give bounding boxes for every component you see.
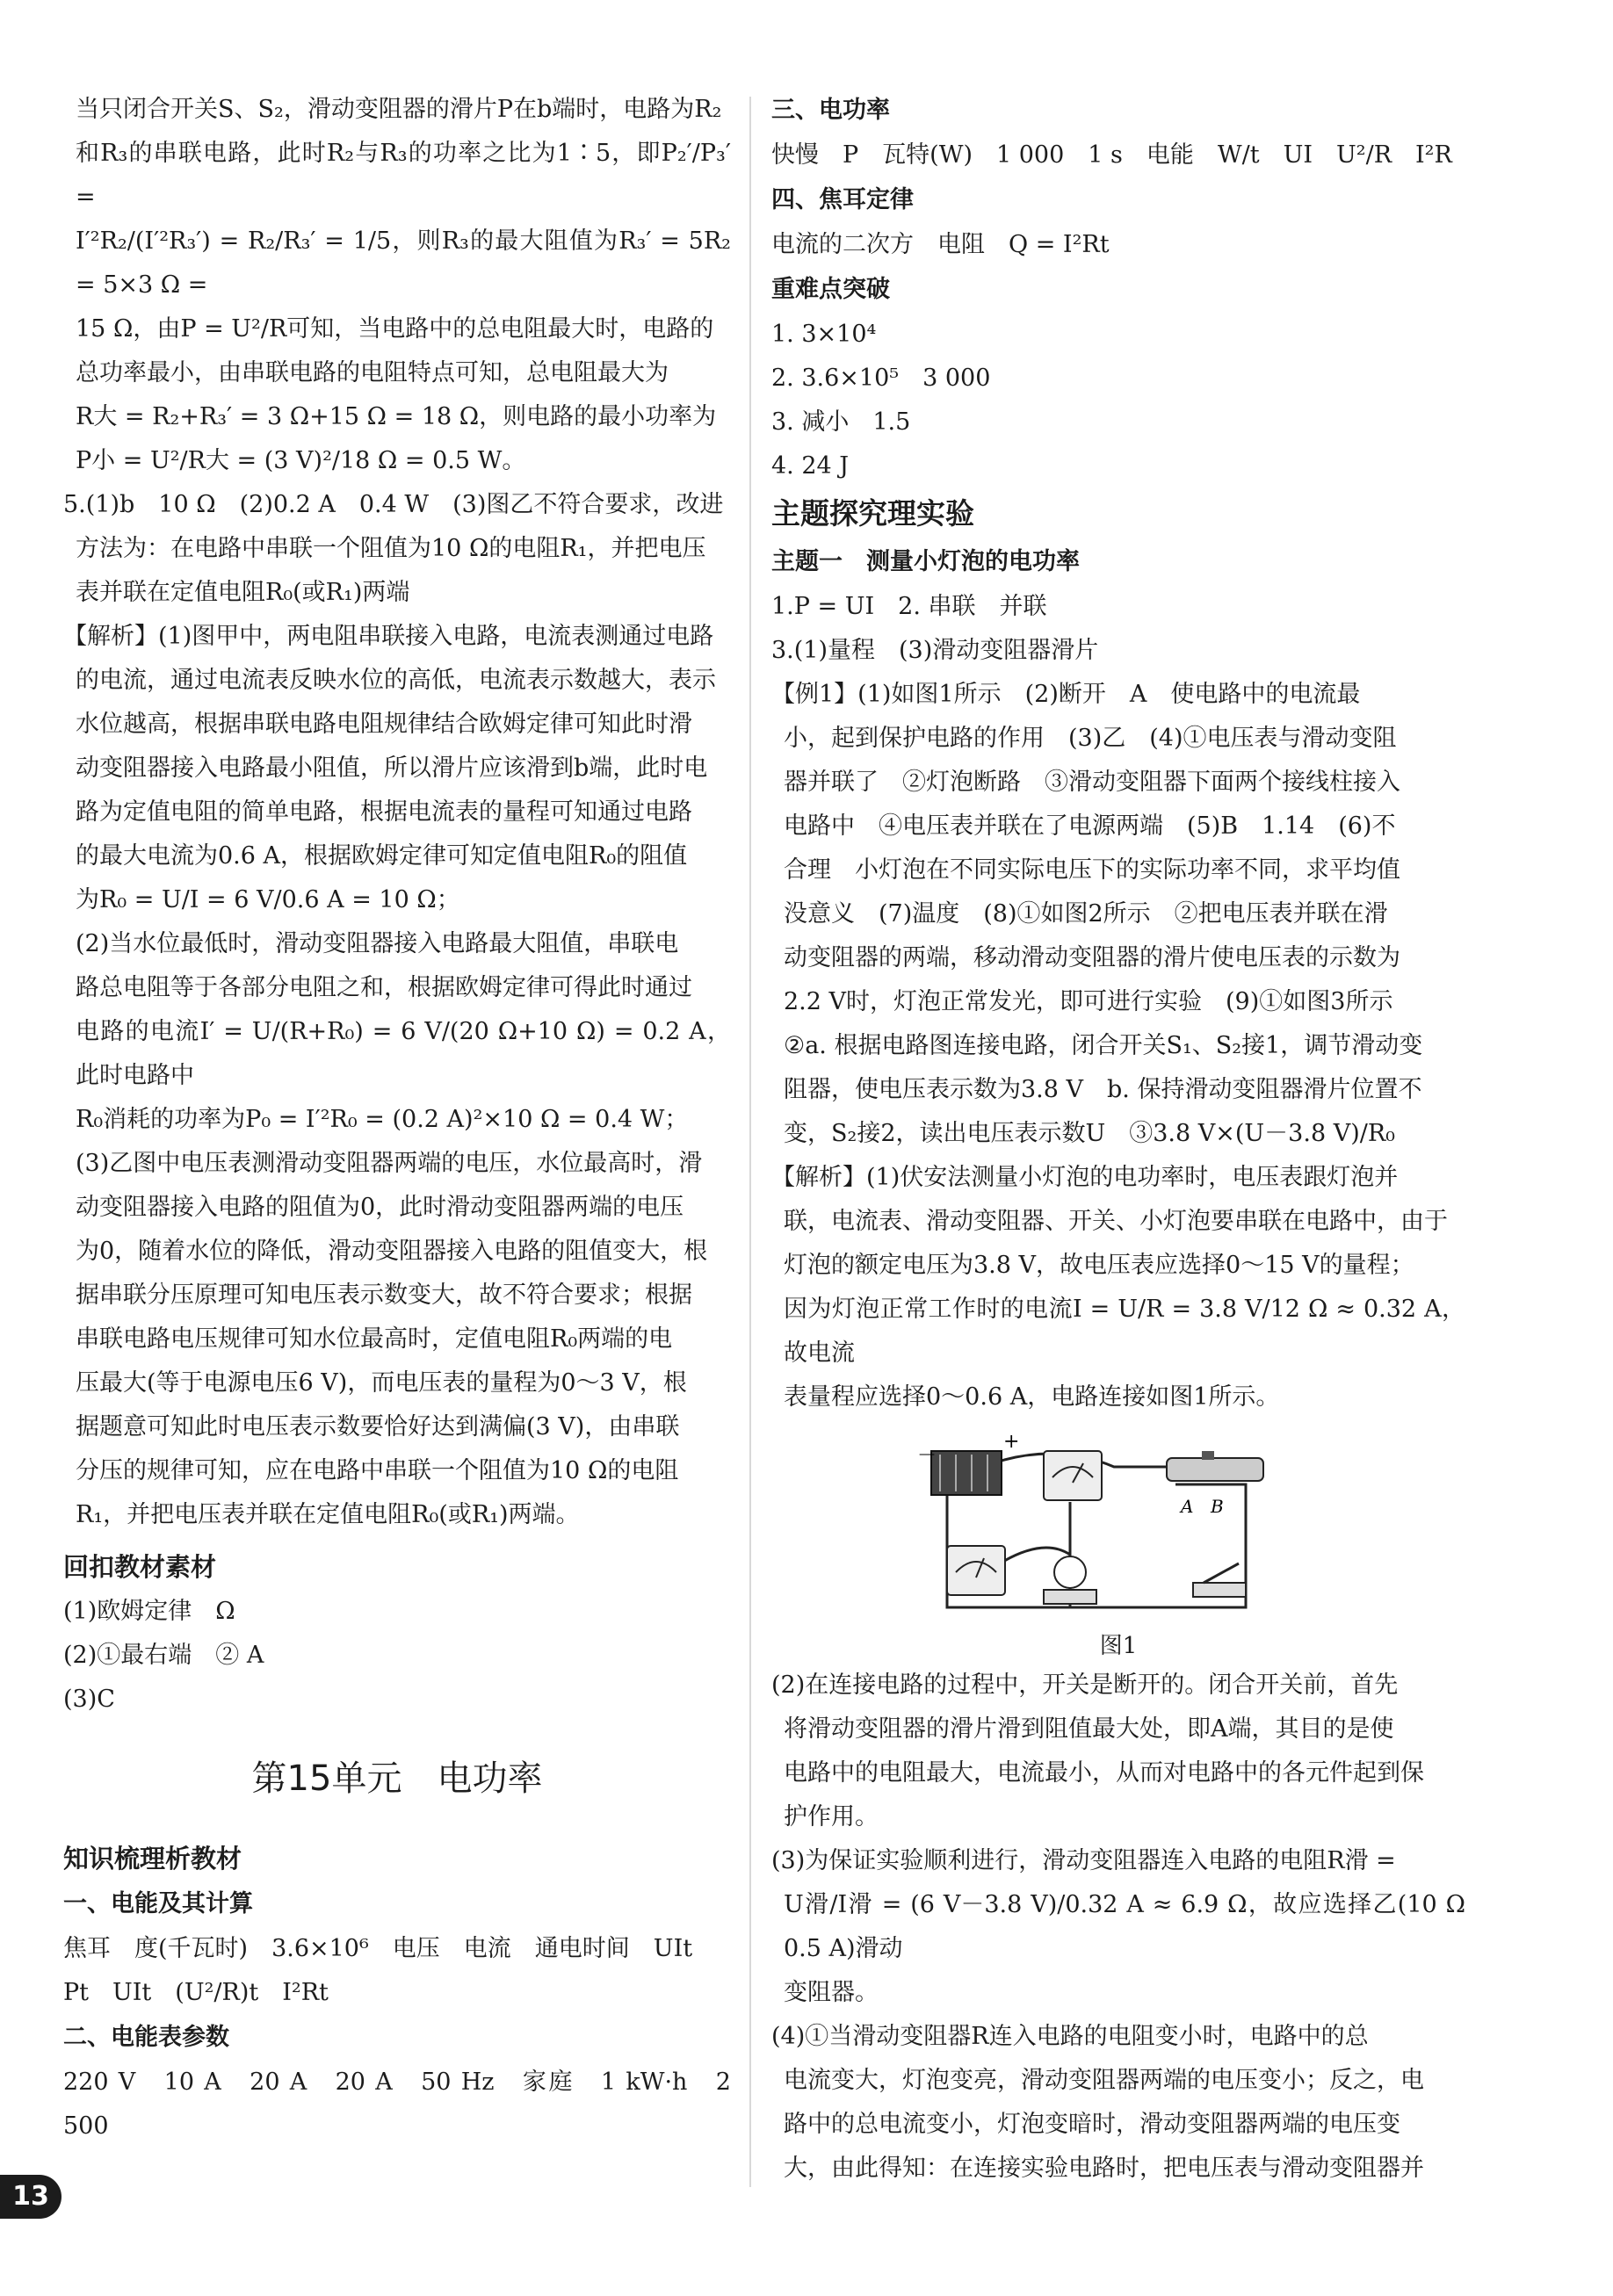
text-line: I′²R₂/(I′²R₃′) = R₂/R₃′ = 1/5，则R₃的最大阻值为R₃′ = 5R₂ = 5×3 Ω = (76, 227, 731, 299)
text-line: 因为灯泡正常工作时的电流I = U/R = 3.8 V/12 Ω ≈ 0.32 A，故电流 (784, 1296, 1465, 1367)
unit-title: 第15单元 电功率 (251, 1758, 543, 1799)
text-line: R₀消耗的功率为P₀ = I′²R₀ = (0.2 A)²×10 Ω = 0.4 W； (76, 1106, 689, 1133)
bulb-icon (1054, 1556, 1086, 1588)
text-line: 大，由此得知：在连接实验电路时，把电压表与滑动变阻器并 (784, 2155, 1424, 2182)
text-line: 表并联在定值电阻R₀(或R₁)两端 (76, 579, 410, 606)
text-line: 和R₃的串联电路，此时R₂与R₃的功率之比为1∶5，即P₂′/P₃′ = (76, 140, 731, 211)
answer-line: 1. 3×10⁴ (771, 321, 877, 348)
text-line: 电路中 ④电压表并联在了电源两端 (5)B 1.14 (6)不 (784, 812, 1396, 840)
text-line: R大 = R₂+R₃′ = 3 Ω+15 Ω = 18 Ω，则电路的最小功率为 (76, 403, 717, 430)
column-divider (749, 97, 751, 2187)
text-line: 电路的电流I′ = U/(R+R₀) = 6 V/(20 Ω+10 Ω) = 0.2 A，此时电路中 (76, 1018, 731, 1089)
minus-label: － (917, 1445, 937, 1467)
text-line: 将滑动变阻器的滑片滑到阻值最大处，即A端，其目的是使 (784, 1715, 1394, 1743)
text-line: 没意义 (7)温度 (8)①如图2所示 ②把电压表并联在滑 (784, 900, 1388, 928)
answer-line: 3.(1)量程 (3)滑动变阻器滑片 (771, 637, 1099, 664)
text-line: 变阻器。 (784, 1979, 879, 2006)
text-line: 阻器，使电压表示数为3.8 V b. 保持滑动变阻器滑片位置不 (784, 1076, 1422, 1103)
text-line: P小 = U²/R大 = (3 V)²/18 Ω = 0.5 W。 (76, 447, 526, 474)
switch-icon (1204, 1563, 1239, 1583)
section-heading: 重难点突破 (771, 276, 890, 303)
terminal-b-label: B (1211, 1496, 1224, 1517)
answer-line: 2. 3.6×10⁵ 3 000 (771, 365, 991, 392)
text-line: 路总电阻等于各部分电阻之和，根据欧姆定律可得此时通过 (76, 974, 692, 1001)
text-line: 动变阻器接入电路最小阻值，所以滑片应该滑到b端，此时电 (76, 755, 708, 782)
text-line: 水位越高，根据串联电路电阻规律结合欧姆定律可知此时滑 (76, 711, 692, 738)
subsection-heading: 四、焦耳定律 (771, 186, 914, 213)
text-line: 方法为：在电路中串联一个阻值为10 Ω的电阻R₁，并把电压 (76, 535, 706, 562)
section-heading: 知识梳理析教材 (63, 1844, 242, 1874)
analysis-line: 【解析】(1)图甲中，两电阻串联接入电路，电流表测通过电路 (63, 623, 714, 650)
text-line: 2.2 V时，灯泡正常发光，即可进行实验 (9)①如图3所示 (784, 988, 1393, 1015)
text-line: (2)在连接电路的过程中，开关是断开的。闭合开关前，首先 (771, 1671, 1399, 1699)
example-line: 【例1】(1)如图1所示 (2)断开 A 使电路中的电流最 (771, 681, 1361, 708)
text-line: 快慢 P 瓦特(W) 1 000 1 s 电能 W/t UI U²/R I²R (771, 141, 1452, 169)
text-line: 据题意可知此时电压表示数要恰好达到满偏(3 V)，由串联 (76, 1413, 680, 1440)
text-line: 总功率最小，由串联电路的电阻特点可知，总电阻最大为 (76, 359, 669, 386)
text-line: 电路中的电阻最大，电流最小，从而对电路中的各元件起到保 (784, 1759, 1424, 1787)
text-line: 为R₀ = U/I = 6 V/0.6 A = 10 Ω； (76, 886, 460, 913)
switch-base (1193, 1583, 1246, 1597)
bulb-base (1044, 1590, 1096, 1604)
text-line: 合理 小灯泡在不同实际电压下的实际功率不同，求平均值 (784, 856, 1400, 884)
text-line: 的电流，通过电流表反映水位的高低，电流表示数越大，表示 (76, 667, 716, 694)
answer-line: (2)①最右端 ② A (63, 1642, 264, 1669)
text-line: 器并联了 ②灯泡断路 ③滑动变阻器下面两个接线柱接入 (784, 769, 1400, 796)
section-heading: 主题探究理实验 (771, 496, 974, 531)
text-line: 焦耳 度(千瓦时) 3.6×10⁶ 电压 电流 通电时间 UIt (63, 1935, 693, 1962)
subsection-heading: 一、电能及其计算 (63, 1890, 253, 1917)
section-heading: 回扣教材素材 (63, 1552, 217, 1582)
answer-line: 3. 减小 1.5 (771, 408, 911, 436)
text-line: 表量程应选择0～0.6 A，电路连接如图1所示。 (784, 1383, 1280, 1411)
voltmeter-icon (1044, 1451, 1102, 1500)
battery-icon (931, 1451, 1002, 1495)
text-line: 的最大电流为0.6 A，根据欧姆定律可知定值电阻R₀的阻值 (76, 842, 688, 870)
text-line: 电流的二次方 电阻 Q = I²Rt (771, 231, 1110, 258)
text-line: U滑/I滑 = (6 V－3.8 V)/0.32 A ≈ 6.9 Ω，故应选择乙(10 Ω 0.5 A)滑动 (784, 1891, 1489, 1962)
text-line: 电流变大，灯泡变亮，滑动变阻器两端的电压变小；反之，电 (784, 2067, 1424, 2094)
text-line: 联，电流表、滑动变阻器、开关、小灯泡要串联在电路中，由于 (784, 1208, 1448, 1235)
subsection-heading: 三、电功率 (771, 97, 890, 124)
text-line: 压最大(等于电源电压6 V)，而电压表的量程为0～3 V，根 (76, 1369, 687, 1397)
plus-label: + (1003, 1432, 1020, 1453)
text-line: (4)①当滑动变阻器R连入电路的电阻变小时，电路中的总 (771, 2023, 1369, 2050)
left-column (63, 88, 731, 2148)
text-line: 路中的总电流变小，灯泡变暗时，滑动变阻器两端的电压变 (784, 2111, 1400, 2138)
answer-line: 5.(1)b 10 Ω (2)0.2 A 0.4 W (3)图乙不符合要求，改进 (63, 491, 724, 518)
rheostat-slider (1202, 1451, 1214, 1460)
text-line: 变，S₂接2，读出电压表示数U ③3.8 V×(U－3.8 V)/R₀ (784, 1120, 1395, 1147)
subsection-heading: 二、电能表参数 (63, 2024, 229, 2051)
answer-line: 4. 24 J (771, 452, 850, 480)
answer-line: (1)欧姆定律 Ω (63, 1598, 235, 1625)
text-line: 当只闭合开关S、S₂，滑动变阻器的滑片P在b端时，电路为R₂ (76, 96, 722, 123)
text-line: ②a. 根据电路图连接电路，闭合开关S₁、S₂接1，调节滑动变 (784, 1032, 1423, 1059)
text-line: (3)乙图中电压表测滑动变阻器两端的电压，水位最高时，滑 (76, 1150, 703, 1177)
text-line: Pt UIt (U²/R)t I²Rt (63, 1979, 329, 2006)
text-line: 分压的规律可知，应在电路中串联一个阻值为10 Ω的电阻 (76, 1457, 679, 1484)
right-column (771, 88, 1489, 2191)
analysis-line: 【解析】(1)伏安法测量小灯泡的电功率时，电压表跟灯泡并 (771, 1164, 1399, 1191)
text-line: 路为定值电阻的简单电路，根据电流表的量程可知通过电路 (76, 798, 692, 826)
text-line: 220 V 10 A 20 A 20 A 50 Hz 家庭 1 kW·h 2 500 (63, 2069, 731, 2140)
page-number: 13 (0, 2175, 61, 2219)
text-line: 15 Ω，由P = U²/R可知，当电路中的总电阻最大时，电路的 (76, 315, 714, 343)
text-line: (3)为保证实验顺利进行，滑动变阻器连入电路的电阻R滑 = (771, 1847, 1396, 1874)
text-line: 动变阻器接入电路的阻值为0，此时滑动变阻器两端的电压 (76, 1194, 684, 1221)
terminal-a-label: A (1181, 1496, 1194, 1517)
ammeter-icon (947, 1546, 1005, 1595)
answer-line: 1.P = UI 2. 串联 并联 (771, 593, 1047, 620)
text-line: 护作用。 (784, 1803, 879, 1830)
text-line: 据串联分压原理可知电压表示数变大，故不符合要求；根据 (76, 1282, 692, 1309)
circuit-diagram (912, 1432, 1281, 1625)
subsection-heading: 主题一 测量小灯泡的电功率 (771, 548, 1080, 575)
answer-line: (3)C (63, 1686, 115, 1713)
figure-caption: 图1 (1099, 1633, 1138, 1659)
text-line: 灯泡的额定电压为3.8 V，故电压表应选择0～15 V的量程； (784, 1252, 1414, 1279)
text-line: 为0，随着水位的降低，滑动变阻器接入电路的阻值变大，根 (76, 1238, 708, 1265)
text-line: 串联电路电压规律可知水位最高时，定值电阻R₀两端的电 (76, 1325, 673, 1353)
text-line: 动变阻器的两端，移动滑动变阻器的滑片使电压表的示数为 (784, 944, 1400, 971)
rheostat-icon (1167, 1458, 1263, 1481)
text-line: (2)当水位最低时，滑动变阻器接入电路最大阻值，串联电 (76, 930, 679, 957)
text-line: 小，起到保护电路的作用 (3)乙 (4)①电压表与滑动变阻 (784, 725, 1397, 752)
text-line: R₁，并把电压表并联在定值电阻R₀(或R₁)两端。 (76, 1501, 580, 1528)
